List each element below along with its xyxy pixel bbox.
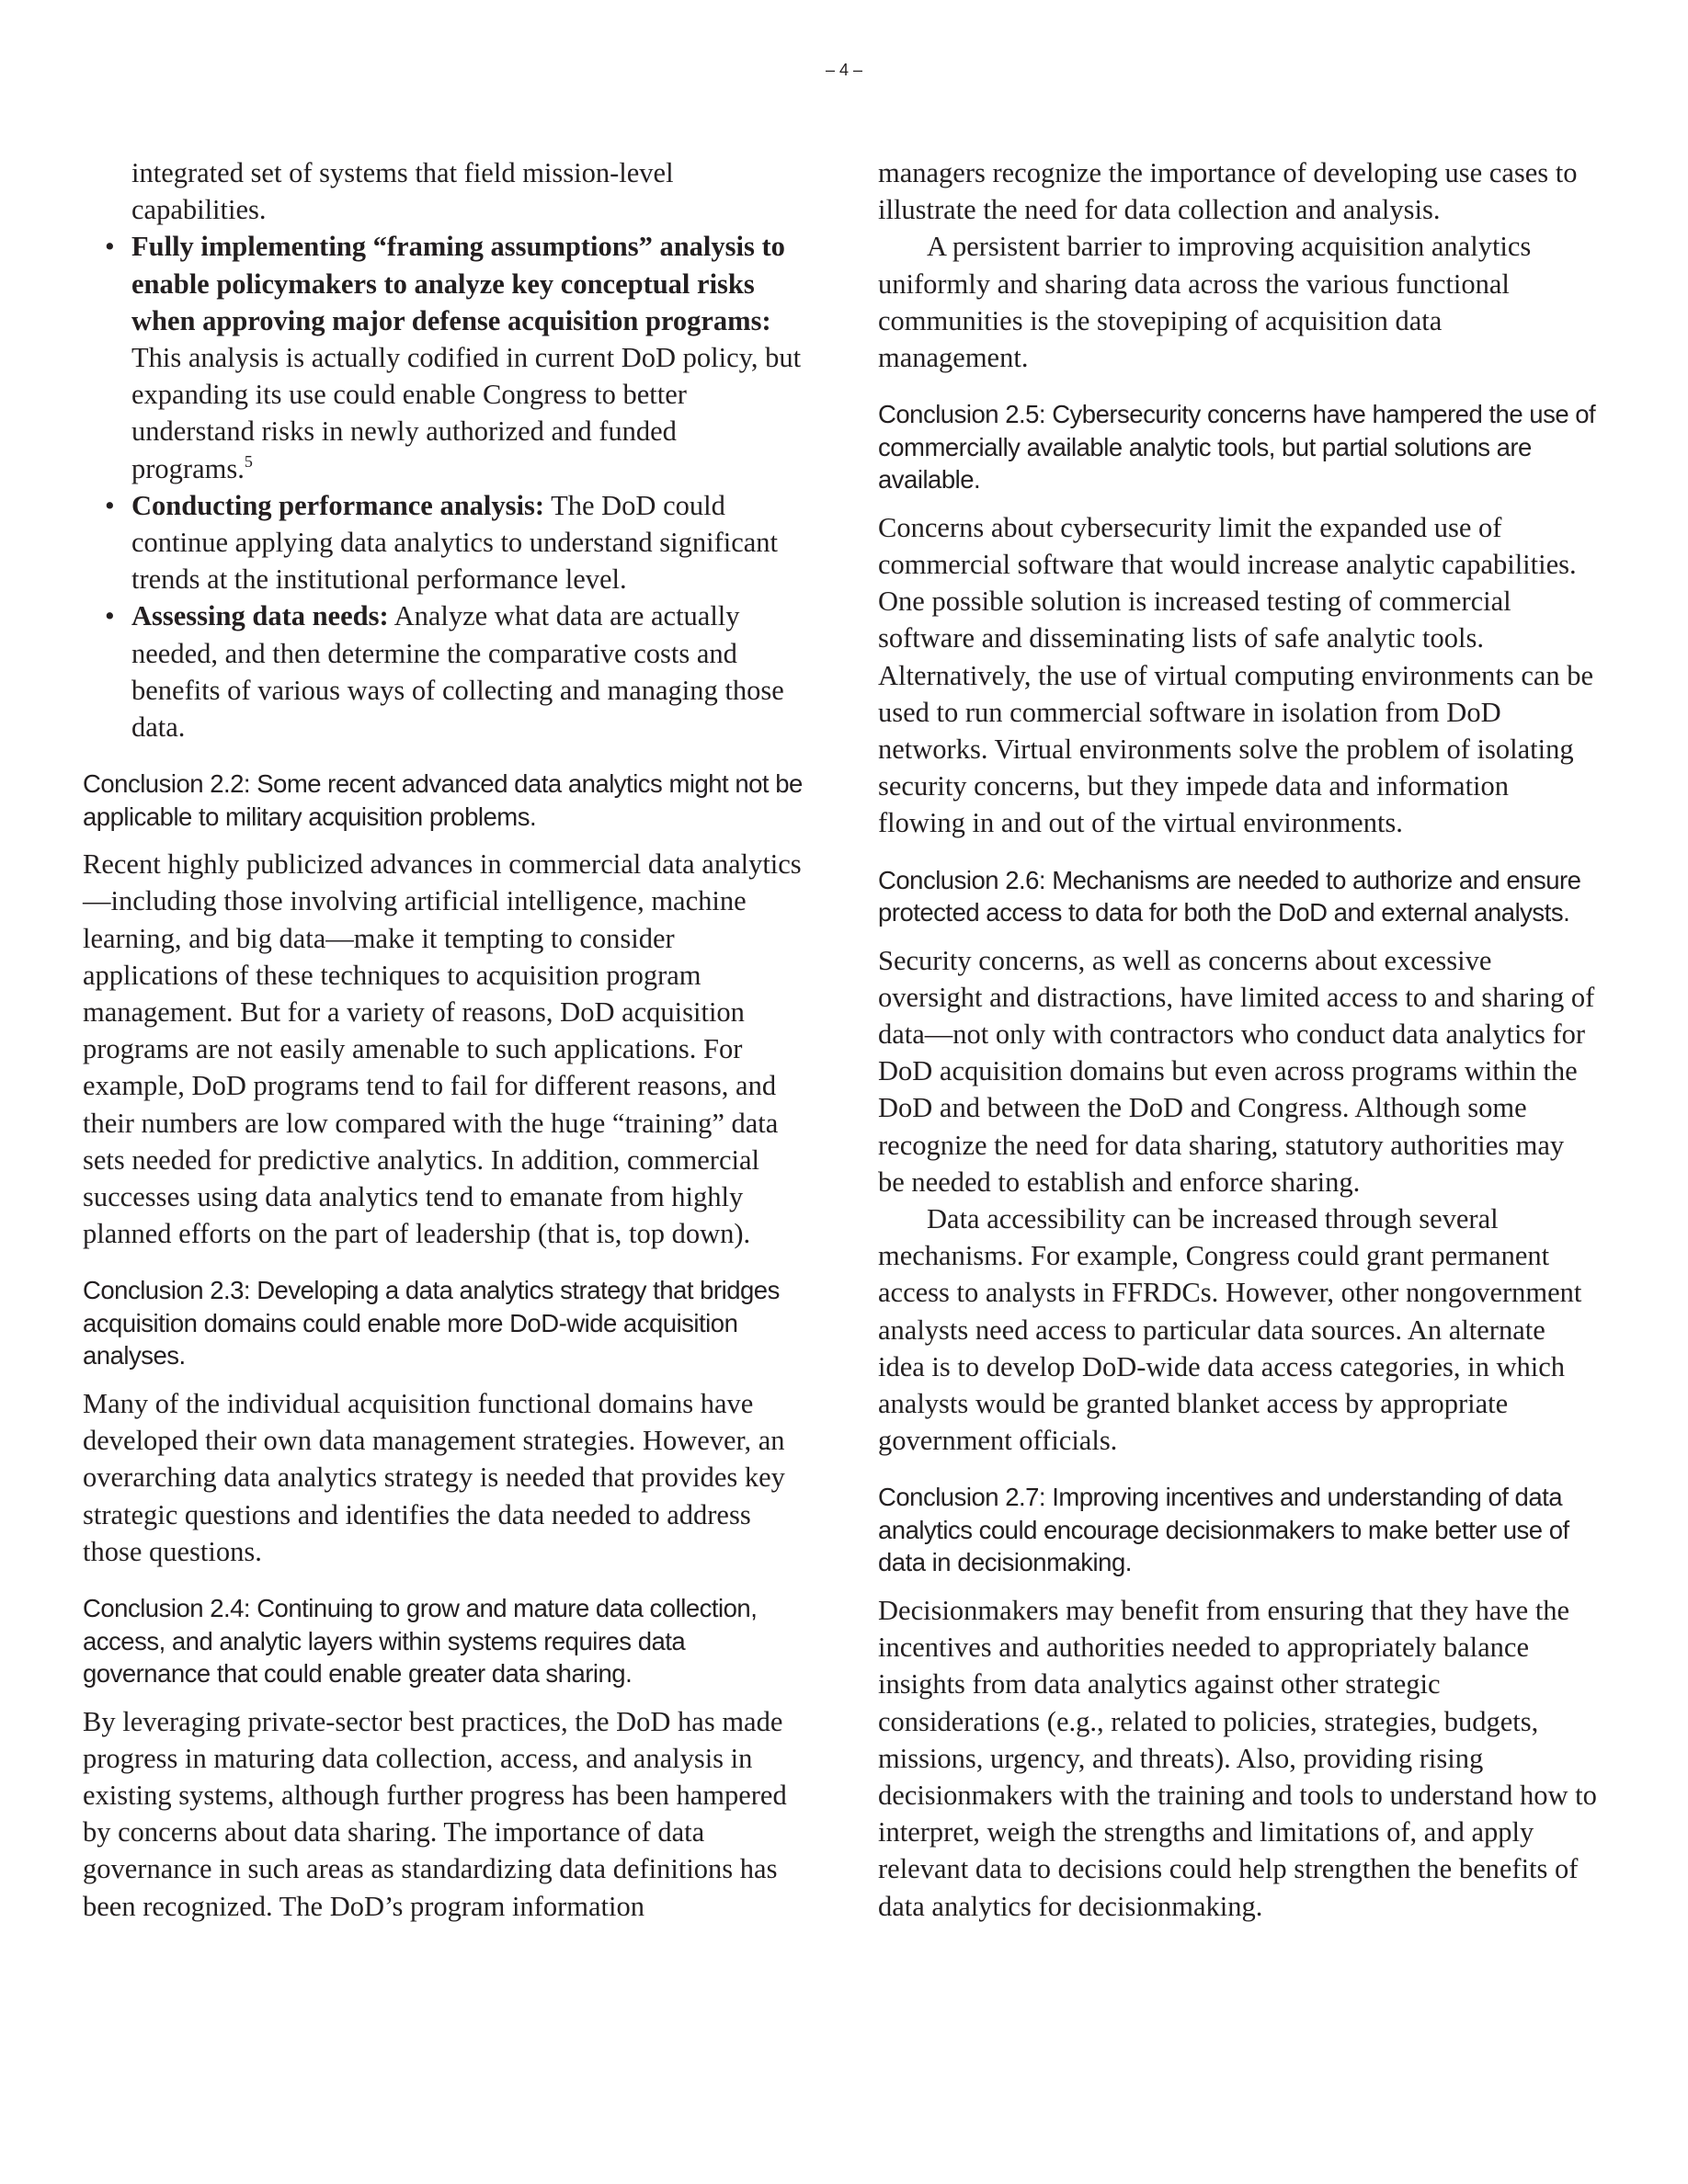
continued-text: integrated set of systems that field mission-level capabilities.	[131, 157, 674, 226]
conclusion-heading: Conclusion 2.6: Mechanisms are needed to authorize and ensure protected access to data for both the DoD and external analysts.	[878, 865, 1581, 927]
bullet-icon: •	[105, 231, 115, 263]
conclusion-body: Security concerns, as well as concerns about excessive oversight and distractions, have limited access to and sharing of data—not only with contractors who conduct data analytics for DoD acquisition domains but even across programs within the DoD and between the DoD and Congress. Although some recognize the need for data sharing, statutory authorities may be needed to establish and enforce sharing.	[878, 944, 1595, 1198]
list-item	[83, 487, 804, 598]
body-paragraph: Data accessibility can be increased through several mechanisms. For example, Congress could grant permanent access to analysts in FFRDCs. However, other nongovernment analysts need access to particular data sources. An alternate idea is to develop DoD-wide data access categories, in which analysts would be granted blanket access by appropriate government officials.	[878, 1202, 1582, 1457]
conclusion-body: Recent highly publicized advances in commercial data analytics—including those involving artificial intelligence, machine learning, and big data—make it tempting to consider applications of these techniques to acquisition program management. But for a variety of reasons, DoD acquisition programs are not easily amenable to such applications. For example, DoD programs tend to fail for different reasons, and their numbers are low compared with the huge “training” data sets needed for predictive analytics. In addition, commercial successes using data analytics tend to emanate from highly planned efforts on the part of leadership (that is, top down).	[83, 848, 802, 1250]
conclusion-heading: Conclusion 2.4: Continuing to grow and mature data collection, access, and analytic layers within systems requires data governance that could enable greater data sharing.	[83, 1594, 758, 1688]
conclusion-body: Decisionmakers may benefit from ensuring that they have the incentives and authorities needed to appropriately balance insights from data analytics against other strategic considerations (e.g., related to policies, strategies, budgets, missions, urgency, and threats). Also, providing rising decisionmakers with the training and tools to understand how to interpret, weigh the strengths and limitations of, and apply relevant data to decisions could help strengthen the benefits of data analytics for decisionmaking.	[878, 1594, 1597, 1922]
body-paragraph: A persistent barrier to improving acquisition analytics uniformly and sharing data across the various functional communities is the stovepiping of acquisition data management.	[878, 231, 1532, 374]
conclusion-body: Many of the individual acquisition functional domains have developed their own data management strategies. However, an overarching data analytics strategy is needed that provides key strategic questions and identifies the data needed to address those questions.	[83, 1387, 785, 1567]
recommendation-list	[83, 228, 804, 745]
conclusion-heading: Conclusion 2.5: Cybersecurity concerns have hampered the use of commercially available analytic tools, but partial solutions are available.	[878, 400, 1596, 495]
page-number: – 4 –	[825, 61, 863, 79]
conclusion-heading: Conclusion 2.2: Some recent advanced data analytics might not be applicable to military acquisition problems.	[83, 769, 803, 831]
list-item-text: The DoD could continue applying data analytics to understand significant trends at the institutional performance level.	[131, 489, 779, 596]
bullet-icon: •	[105, 489, 115, 521]
list-item	[83, 228, 804, 486]
conclusion-heading: Conclusion 2.3: Developing a data analytics strategy that bridges acquisition domains could enable more DoD-wide acquisition analyses.	[83, 1276, 780, 1371]
list-item-lead: Assessing data needs:	[131, 600, 389, 632]
left-column	[83, 154, 804, 1925]
list-item-lead: Fully implementing “framing assumptions” analysis to enable policymakers to analyze key conceptual risks when approving major defense acquisition programs:	[131, 231, 785, 336]
continued-text: managers recognize the importance of developing use cases to illustrate the need for data collection and analysis.	[878, 157, 1578, 226]
bullet-icon: •	[105, 600, 115, 632]
list-item	[83, 597, 804, 745]
conclusion-body: Concerns about cybersecurity limit the expanded use of commercial software that would increase analytic capabilities. One possible solution is increased testing of commercial software and disseminating lists of safe analytic tools. Alternatively, the use of virtual computing environments can be used to run commercial software in isolation from DoD networks. Virtual environments solve the problem of isolating security concerns, but they impede data and information flowing in and out of the virtual environments.	[878, 511, 1594, 839]
conclusion-heading: Conclusion 2.7: Improving incentives and understanding of data analytics could encourage decisionmakers to make better use of data in decisionmaking.	[878, 1483, 1569, 1577]
list-item-lead: Conducting performance analysis:	[131, 489, 545, 521]
footnote-ref: 5	[244, 451, 253, 471]
list-item-text: Analyze what data are actually needed, and then determine the comparative costs and benefits of various ways of collecting and managing those data.	[131, 600, 784, 744]
conclusion-body: By leveraging private-sector best practices, the DoD has made progress in maturing data collection, access, and analysis in existing systems, although further progress has been hampered by concerns about data sharing. The importance of data governance in such areas as standardizing data definitions has been recognized. The DoD’s program information	[83, 1705, 787, 1922]
list-item-text: This analysis is actually codified in current DoD policy, but expanding its use could enable Congress to better understand risks in newly authorized and funded programs.	[131, 342, 802, 484]
right-column	[878, 154, 1597, 1925]
